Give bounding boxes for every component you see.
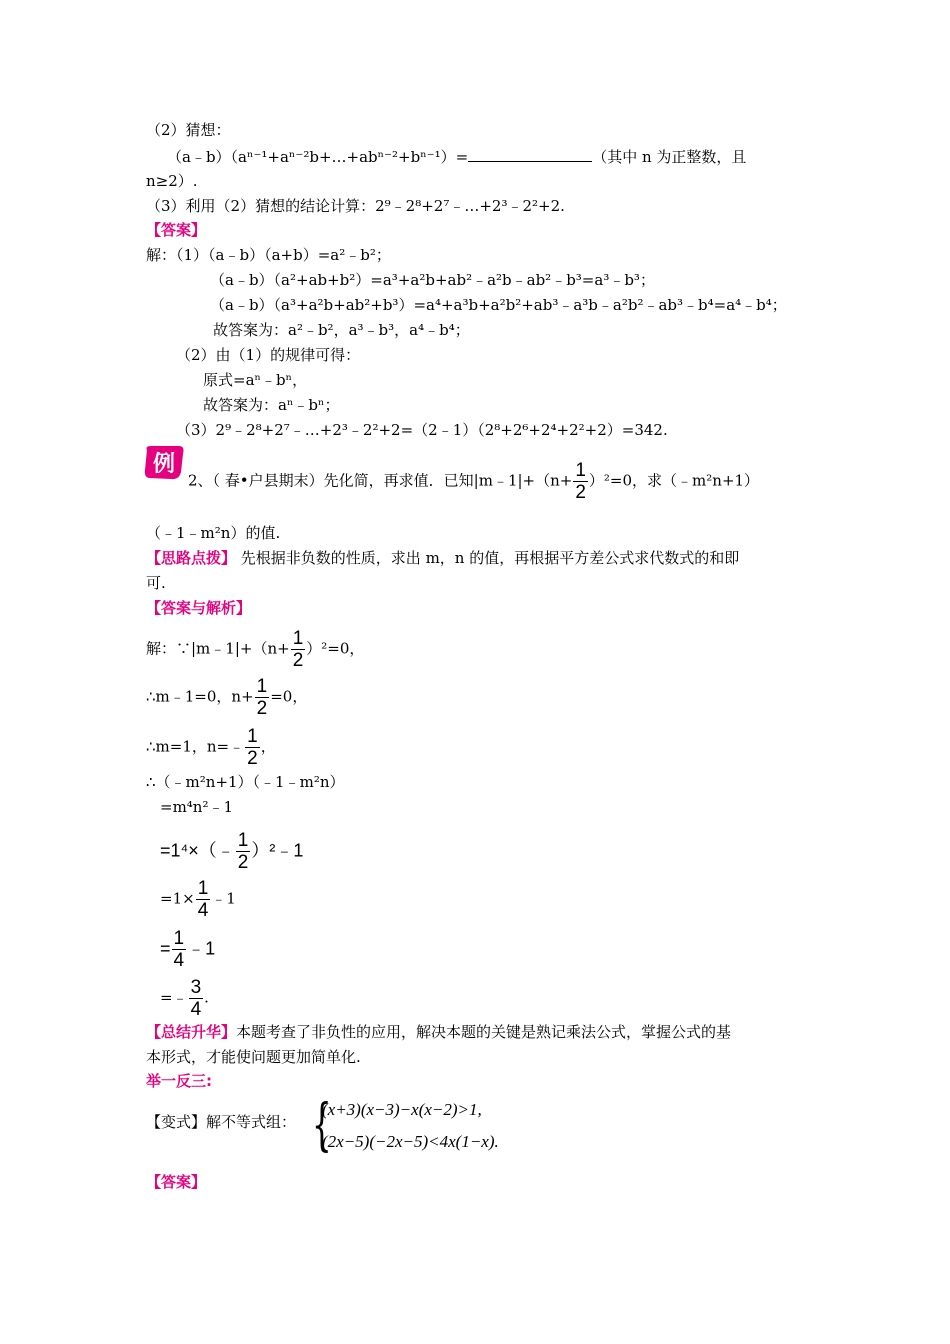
- fraction-one-half: $\frac{1}{2}$: [292, 628, 304, 671]
- analysis-3b: ，: [260, 737, 276, 756]
- analysis-7b: ﹣1: [211, 889, 236, 908]
- hint-line: [146, 548, 739, 568]
- fraction-one-quarter: $\frac{1}{4}$: [173, 928, 185, 971]
- example-badge-text: 例: [152, 452, 176, 477]
- analysis-2a: ∴m﹣1=0，n+: [146, 687, 254, 706]
- fraction-one-half: $\frac{1}{2}$: [575, 460, 586, 503]
- solution-line-3: （a﹣b）（a³+a²b+ab²+b³）=a⁴+a³b+a²b²+ab³﹣a³b﹣a²b²﹣ab³﹣b⁴=a⁴﹣b⁴；: [210, 296, 787, 314]
- summary-heading: 【总结升华】: [146, 1023, 237, 1041]
- solution-line-2: （a﹣b）（a²+ab+b²）=a³+a²b+ab²﹣a²b﹣ab²﹣b³=a³﹣b³；: [210, 271, 655, 289]
- analysis-line-9: [160, 977, 209, 1020]
- analysis-6a: =1⁴×（﹣: [160, 840, 235, 861]
- fraction-one-half: $\frac{1}{2}$: [237, 830, 249, 873]
- analysis-line-6: [160, 830, 303, 873]
- fraction-one-half: $\frac{1}{2}$: [247, 726, 258, 769]
- analysis-line-7: [160, 878, 236, 921]
- analysis-6b: ）²﹣1: [251, 840, 304, 861]
- hint-line-cont: 可.: [146, 574, 166, 592]
- practice-heading: 举一反三:: [146, 1072, 212, 1090]
- conjecture-condition: （其中 n 为正整数，且: [592, 148, 747, 166]
- analysis-line-3: [146, 726, 276, 769]
- analysis-line-2: [146, 676, 307, 719]
- question-3: （3）利用（2）猜想的结论计算：2⁹﹣2⁸+2⁷﹣…+2³﹣2²+2.: [146, 197, 565, 215]
- analysis-1b: ）²=0，: [306, 639, 365, 658]
- hint-heading: 【思路点拨】: [146, 549, 237, 567]
- analysis-8a: =: [160, 938, 171, 959]
- fraction-one-half: $\frac{1}{2}$: [256, 676, 268, 719]
- conjecture-expression: （a﹣b）（aⁿ⁻¹+aⁿ⁻²b+…+abⁿ⁻²+bⁿ⁻¹）=: [167, 148, 469, 166]
- variant-label: 【变式】解不等式组：: [146, 1113, 297, 1131]
- analysis-9a: =﹣: [160, 988, 188, 1007]
- solution-line-8: （3）2⁹﹣2⁸+2⁷﹣…+2³﹣2²+2=（2﹣1）（2⁸+2⁶+2⁴+2²+2）=342.: [176, 421, 668, 439]
- example-2-text-b: ）²=0，求（﹣m²n+1）: [588, 471, 760, 490]
- inequality-2: (2x−5)(−2x−5)<4x(1−x).: [322, 1132, 499, 1151]
- analysis-line-8: [160, 928, 215, 971]
- answer-heading-2: 【答案】: [146, 1173, 207, 1191]
- example-2-question: [188, 460, 759, 503]
- conjecture-condition-cont: n≥2）.: [146, 172, 198, 190]
- analysis-8b: ﹣1: [187, 938, 216, 959]
- analysis-1a: 解：∵|m﹣1|+（n+: [146, 639, 290, 658]
- analysis-2b: =0，: [270, 687, 308, 706]
- system-brace: {: [312, 1093, 332, 1158]
- summary-text: 本题考查了非负性的应用，解决本题的关键是熟记乘法公式，掌握公式的基: [236, 1023, 732, 1041]
- solution-line-5: （2）由（1）的规律可得：: [176, 346, 361, 364]
- inequality-1: (x+3)(x−3)−x(x−2)>1,: [322, 1100, 482, 1119]
- solution-line-6: 原式=aⁿ﹣bⁿ，: [203, 371, 308, 389]
- summary-line: [146, 1022, 731, 1042]
- conjecture-line: [167, 146, 746, 167]
- example-2-question-cont: （﹣1﹣m²n）的值.: [146, 524, 281, 542]
- example-2-text-a: 2、（ 春•户县期末）先化简，再求值．已知|m﹣1|+（n+: [188, 471, 573, 490]
- solution-line-1: 解：（1）（a﹣b）（a+b）=a²﹣b²；: [146, 246, 391, 264]
- solution-line-4: 故答案为：a²﹣b²，a³﹣b³，a⁴﹣b⁴；: [213, 321, 470, 339]
- solution-line-7: 故答案为：aⁿ﹣bⁿ；: [203, 396, 340, 414]
- analysis-heading: 【答案与解析】: [146, 599, 252, 617]
- fraction-three-quarters: $\frac{3}{4}$: [190, 977, 202, 1020]
- analysis-line-4: ∴（﹣m²n+1）（﹣1﹣m²n）: [146, 773, 345, 791]
- hint-text: 先根据非负数的性质，求出 m，n 的值，再根据平方差公式求代数式的和即: [240, 549, 740, 567]
- answer-heading: 【答案】: [146, 221, 207, 239]
- analysis-7a: =1×: [160, 889, 195, 908]
- answer-blank: [468, 146, 592, 162]
- question-2-label: （2）猜想：: [146, 121, 231, 139]
- summary-line-cont: 本形式，才能使问题更加简单化.: [146, 1048, 361, 1066]
- fraction-one-quarter: $\frac{1}{4}$: [197, 878, 209, 921]
- example-badge-icon: [143, 444, 185, 482]
- analysis-line-1: [146, 628, 364, 671]
- analysis-3a: ∴m=1，n=﹣: [146, 737, 245, 756]
- analysis-9b: .: [204, 988, 209, 1007]
- analysis-line-5: =m⁴n²﹣1: [160, 798, 234, 816]
